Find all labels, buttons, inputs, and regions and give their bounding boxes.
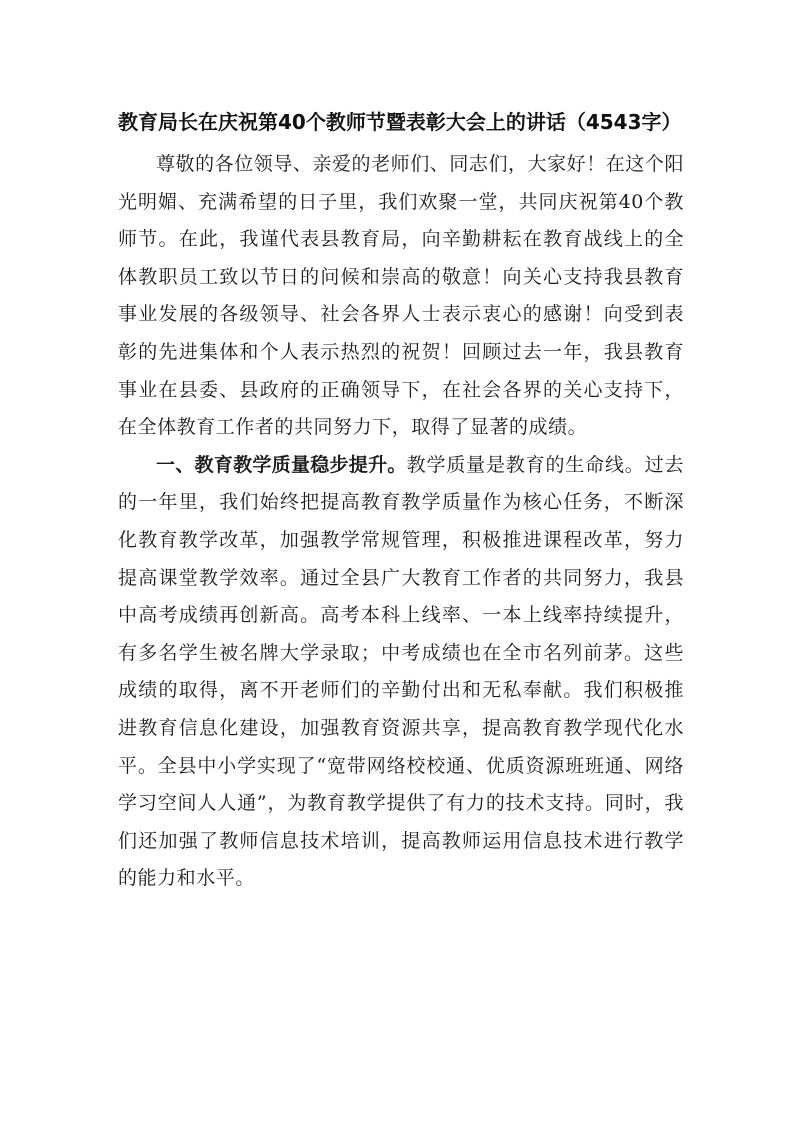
paragraph-greeting <box>118 146 684 447</box>
section-heading: 一、教育教学质量稳步提升。 <box>156 453 407 476</box>
paragraph-text: 教学质量是教育的生命线。过去的一年里，我们始终把提高教育教学质量作为核心任务，不断深化教育教学改革，加强教学常规管理，积极推进课程改革，努力提高课堂教学效率。通过全县广大教育工作者的共同努力，我县中高考成绩再创新高。高考本科上线率、一本上线率持续提升，有多名学生被名牌大学录取；中考成绩也在全市名列前茅。这些成绩的取得，离不开老师们的辛勤付出和无私奉献。我们积极推进教育信息化建设，加强教育资源共享，提高教育教学现代化水平。全县中小学实现了“宽带网络校校通、优质资源班班通、网络学习空间人人通”，为教育教学提供了有力的技术支持。同时，我们还加强了教师信息技术培训，提高教师运用信息技术进行教学的能力和水平。 <box>118 453 684 890</box>
document-title: 教育局长在庆祝第40个教师节暨表彰大会上的讲话（4543字） <box>118 110 682 134</box>
paragraph-text: 尊敬的各位领导、亲爱的老师们、同志们，大家好！在这个阳光明媚、充满希望的日子里，我们欢聚一堂，共同庆祝第40个教师节。在此，我谨代表县教育局，向辛勤耕耘在教育战线上的全体教职员工致以节日的问候和崇高的敬意！向关心支持我县教育事业发展的各级领导、社会各界人士表示衷心的感谢！向受到表彰的先进集体和个人表示热烈的祝贺！回顾过去一年，我县教育事业在县委、县政府的正确领导下，在社会各界的关心支持下，在全体教育工作者的共同努力下，取得了显著的成绩。 <box>118 153 684 439</box>
paragraph-section-1 <box>118 447 684 898</box>
document-body <box>118 103 684 898</box>
